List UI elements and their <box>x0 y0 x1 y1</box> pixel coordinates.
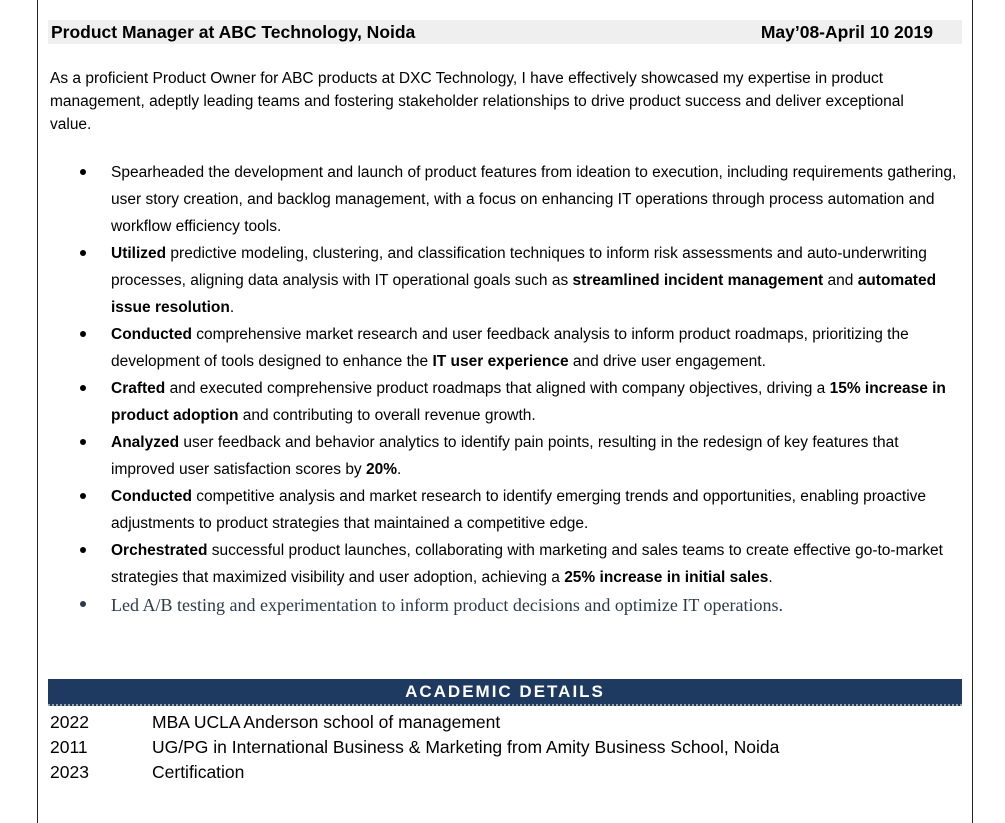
text-run: Led A/B testing and experimentation to inform product decisions and optimize IT operations. <box>111 595 784 615</box>
bold-text: Crafted <box>111 380 166 397</box>
bold-text: Analyzed <box>111 434 180 451</box>
text-run: Spearheaded the development and launch of product features from ideation to execution, including requirements gathering, user story creation, and backlog management, with a focus on enhancing IT operations through process automation and workflow efficiency tools. <box>111 164 957 235</box>
bold-text: Utilized <box>111 245 167 262</box>
bold-text: IT user experience <box>432 353 569 370</box>
text-run: successful product launches, collaborating with marketing and sales teams to create effective go-to-market strategies that maximized visibility and user adoption, achieving a <box>111 542 943 586</box>
job-dates: May’08-April 10 2019 <box>760 22 933 42</box>
bold-text: Orchestrated <box>111 542 208 559</box>
achievement-item <box>0 537 961 591</box>
text-run: predictive modeling, clustering, and classification techniques to inform risk assessments and auto-underwriting processes, aligning data analysis with IT operational goals such as <box>111 245 927 289</box>
achievement-item <box>0 240 961 321</box>
bold-text: Conducted <box>111 326 192 343</box>
job-summary: As a proficient Product Owner for ABC products at DXC Technology, I have effectively showcased my expertise in product management, adeptly leading teams and fostering stakeholder relationships to drive product success and deliver exceptional value. <box>50 70 904 133</box>
bold-text: 15% increase in product adoption <box>111 380 946 424</box>
academic-description: Certification <box>152 762 245 782</box>
text-run: . <box>768 569 773 586</box>
text-run: comprehensive market research and user feedback analysis to inform product roadmaps, prioritizing the development of tools designed to enhance the <box>111 326 909 370</box>
bold-text: 25% increase in initial sales <box>564 569 769 586</box>
bold-text: automated issue resolution <box>111 272 937 316</box>
bold-text: streamlined incident management <box>572 272 824 289</box>
achievement-item <box>0 375 961 429</box>
job-header <box>48 20 962 44</box>
academic-year: 2023 <box>50 762 89 782</box>
academic-year: 2011 <box>50 737 88 757</box>
text-run: . <box>229 299 235 316</box>
academic-section-heading: ACADEMIC DETAILS <box>48 679 962 706</box>
text-run: competitive analysis and market research to identify emerging trends and opportunities, enabling proactive adjustments to product strategies that maintained a competitive edge. <box>111 488 927 532</box>
achievement-item <box>0 321 961 375</box>
achievement-item <box>0 591 961 619</box>
academic-year: 2022 <box>50 712 89 732</box>
text-run: and drive user engagement. <box>568 353 766 370</box>
achievement-item <box>0 159 961 240</box>
job-title: Product Manager at ABC Technology, Noida <box>51 22 416 42</box>
text-run: and contributing to overall revenue growth. <box>238 407 536 424</box>
text-run: user feedback and behavior analytics to identify pain points, resulting in the redesign of key features that improved user satisfaction scores by <box>111 434 899 478</box>
achievement-item <box>0 429 961 483</box>
bold-text: 20% <box>366 461 398 478</box>
text-run: and executed comprehensive product roadmaps that aligned with company objectives, driving a <box>165 380 830 397</box>
achievement-item <box>0 483 961 537</box>
text-run: . <box>397 461 402 478</box>
academic-description: UG/PG in International Business & Marketing from Amity Business School, Noida <box>152 737 780 757</box>
text-run: and <box>823 272 858 289</box>
achievement-list <box>0 159 1005 619</box>
academic-description: MBA UCLA Anderson school of management <box>152 712 501 732</box>
bold-text: Conducted <box>111 488 192 505</box>
